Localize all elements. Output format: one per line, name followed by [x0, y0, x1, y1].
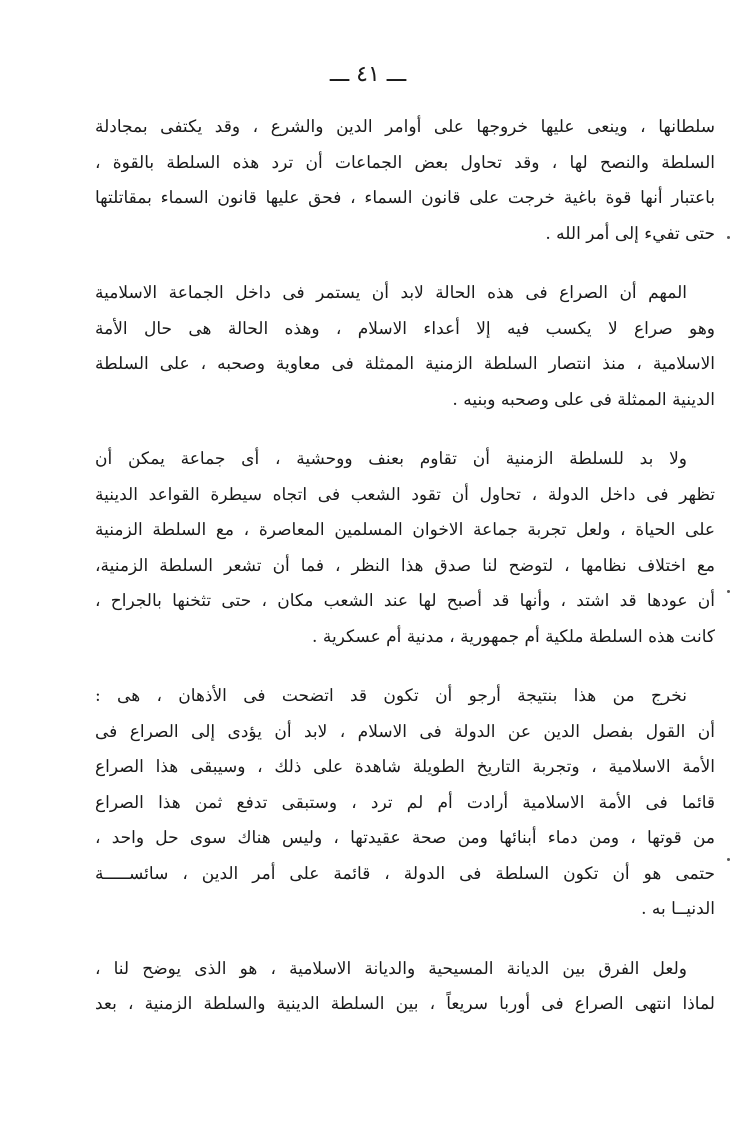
- text-line: لماذا انتهى الصراع فى أوربا سريعاً ، بين السلطة الدينية والسلطة الزمنية ، بعد: [95, 994, 715, 1014]
- text-line: نخرج من هذا بنتيجة أرجو أن تكون قد اتضحت فى الأذهان ، هى :: [95, 686, 687, 706]
- text-line: قائما فى الأمة الاسلامية أرادت أم لم ترد ، وستبقى تدفع ثمن هذا الصراع: [95, 792, 715, 813]
- page-number: ـــ ٤١ ـــ: [329, 62, 407, 87]
- text-line: الأمة الاسلامية ، وتجربة التاريخ الطويلة شاهدة على ذلك ، وسيبقى هذا الصراع: [95, 757, 715, 777]
- paragraph: [95, 679, 715, 928]
- text-line: كانت هذه السلطة ملكية أم جمهورية ، مدنية أم عسكرية .: [312, 626, 715, 647]
- text-line: أن القول بفصل الدين عن الدولة فى الاسلام ، لابد أن يؤدى إلى الصراع فى: [95, 721, 715, 742]
- text-line: الاسلامية ، منذ انتصار السلطة الزمنية الممثلة فى معاوية وصحبه ، على السلطة: [95, 354, 715, 374]
- text-line: السلطة والنصح لها ، وقد تحاول بعض الجماعات أن ترد هذه السلطة بالقوة ،: [95, 152, 715, 173]
- body-text: [95, 110, 715, 1047]
- scan-speck: [727, 590, 730, 593]
- text-line: الدينية الممثلة فى على وصحبه وبنيه .: [452, 389, 715, 410]
- text-line: حتى تفيء إلى أمر الله .: [545, 223, 715, 244]
- paragraph: [95, 442, 715, 655]
- text-line: من قوتها ، ومن دماء أبنائها ومن صحة عقيدتها ، وليس هناك سوى حل واحد ،: [95, 828, 715, 848]
- text-line: ولا بد للسلطة الزمنية أن تقاوم بعنف ووحشية ، أى جماعة يمكن أن: [95, 449, 687, 469]
- text-line: وهو صراع لا يكسب فيه إلا أعداء الاسلام ، وهذه الحالة هى حال الأمة: [95, 318, 715, 339]
- text-line: تظهر فى داخل الدولة ، تحاول أن تقود الشعب فى اتجاه سيطرة القواعد الدينية: [95, 484, 715, 505]
- text-line: ولعل الفرق بين الديانة المسيحية والديانة الاسلامية ، هو الذى يوضح لنا ،: [95, 958, 687, 979]
- scan-speck: [727, 236, 730, 239]
- text-line: حتمى هو أن تكون السلطة فى الدولة ، قائمة على أمر الدين ، سائســـــة: [95, 863, 715, 884]
- paragraph: [95, 110, 715, 252]
- text-line: الدنيــا به .: [641, 899, 715, 919]
- text-line: أن عودها قد اشتد ، وأنها قد أصبح لها عند الشعب مكان ، حتى تثخنها بالجراح ،: [95, 591, 715, 611]
- paragraph: [95, 276, 715, 418]
- scan-speck: [727, 858, 730, 861]
- text-line: المهم أن الصراع فى هذه الحالة لابد أن يستمر فى داخل الجماعة الاسلامية: [95, 283, 687, 303]
- text-line: باعتبار أنها قوة باغية خرجت على قانون السماء ، فحق عليها قانون السماء بمقاتلتها: [95, 188, 715, 208]
- text-line: سلطانها ، وينعى عليها خروجها على أوامر الدين والشرع ، وقد يكتفى بمجادلة: [95, 117, 715, 137]
- text-line: مع اختلاف نظامها ، لتوضح لنا صدق هذا النظر ، فما أن تشعر السلطة الزمنية،: [95, 555, 715, 576]
- paragraph: [95, 952, 715, 1023]
- text-line: على الحياة ، ولعل تجربة جماعة الاخوان المسلمين المعاصرة ، مع السلطة الزمنية: [95, 520, 715, 540]
